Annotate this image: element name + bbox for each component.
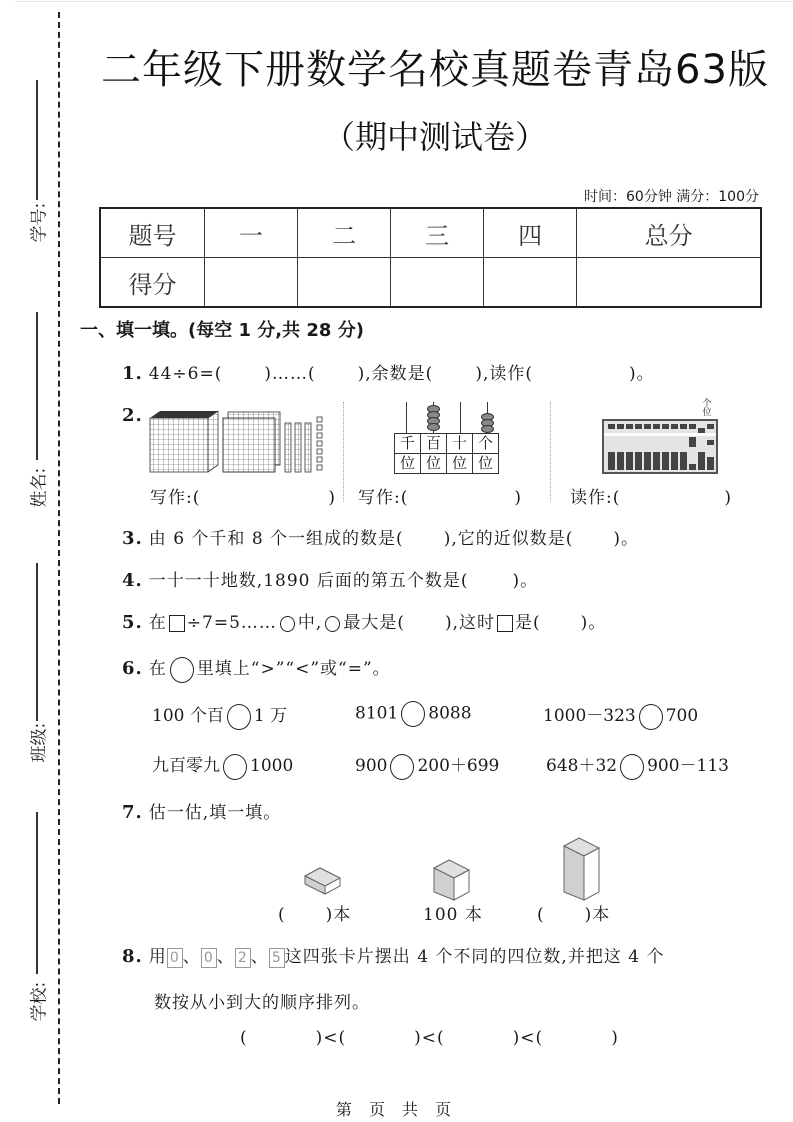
score-cell[interactable] xyxy=(391,258,484,308)
class-line xyxy=(36,563,38,721)
page-title: 二年级下册数学名校真题卷青岛63版 xyxy=(101,47,769,93)
book-stacks-figure xyxy=(300,836,610,902)
place-label: 百 xyxy=(421,434,447,454)
place-label: 个 xyxy=(473,434,499,454)
estimate-large xyxy=(537,900,610,925)
compare-circle-input[interactable] xyxy=(620,754,644,780)
compare-circle-input[interactable] xyxy=(639,704,663,730)
compare-left: 648＋32 xyxy=(546,756,618,776)
circle-icon xyxy=(170,657,194,683)
compare-right: 900－113 xyxy=(647,756,729,776)
question-7 xyxy=(122,798,281,823)
student-id-line xyxy=(36,80,38,200)
paren: )<( xyxy=(315,1028,347,1048)
bead xyxy=(427,423,440,431)
write-label: 写作:( xyxy=(358,488,409,508)
score-table-header-row xyxy=(100,208,761,258)
student-name-label: 姓名: xyxy=(29,467,50,508)
score-cell[interactable] xyxy=(298,258,391,308)
compare-item xyxy=(355,751,499,780)
school-field[interactable] xyxy=(20,812,50,1042)
score-header-cell: 二 xyxy=(298,208,391,258)
compare-left: 1000－323 xyxy=(543,706,636,726)
score-header-cell: 总分 xyxy=(577,208,761,258)
q1-text: 44÷6=( xyxy=(148,364,223,384)
place-unit: 位 xyxy=(421,454,447,474)
place-unit: 位 xyxy=(395,454,421,474)
square-box-icon xyxy=(497,615,513,632)
compare-item xyxy=(152,751,293,780)
score-row-label: 得分 xyxy=(100,258,205,308)
student-name-line xyxy=(36,312,38,460)
school-line xyxy=(36,812,38,974)
question-number: 7. xyxy=(122,802,143,823)
place-unit: 位 xyxy=(473,454,499,474)
score-cell[interactable] xyxy=(577,258,761,308)
q6-text: 里填上“>”“<”或“=”。 xyxy=(196,659,391,679)
separator: 、 xyxy=(216,947,235,967)
compare-item xyxy=(543,701,698,730)
question-3 xyxy=(122,524,639,549)
compare-circle-input[interactable] xyxy=(390,754,414,780)
rod xyxy=(460,402,461,433)
paren: )<( xyxy=(414,1028,445,1048)
page-footer: 第 页 共 页 xyxy=(335,1100,458,1119)
question-2-number xyxy=(122,405,149,426)
question-number: 1. xyxy=(122,363,143,384)
question-6 xyxy=(122,654,391,683)
base-ten-blocks-figure xyxy=(148,409,328,473)
circle-icon xyxy=(325,616,340,632)
score-table-score-row xyxy=(100,258,761,308)
read-label: 读作:( xyxy=(570,488,621,508)
question-number: 8. xyxy=(122,946,143,967)
student-name-field[interactable] xyxy=(20,312,50,512)
compare-circle-input[interactable] xyxy=(227,704,251,730)
divider-dotted xyxy=(550,402,551,502)
paren: )<( xyxy=(512,1028,544,1048)
circle-icon xyxy=(280,616,295,632)
q5-text: ÷7=5…… xyxy=(186,613,277,633)
compare-item xyxy=(355,701,472,727)
question-5 xyxy=(122,608,606,633)
q4-text: 一十一十地数,1890 后面的第五个数是( xyxy=(148,571,469,591)
score-header-cell: 三 xyxy=(391,208,484,258)
question-number: 5. xyxy=(122,612,143,633)
q5-text: 在 xyxy=(148,613,167,633)
paren: ) xyxy=(611,1028,619,1048)
school-label: 学校: xyxy=(29,981,50,1022)
q4-text: )。 xyxy=(512,571,539,591)
q6-text: 在 xyxy=(148,659,167,679)
paren-close: ) xyxy=(514,488,523,508)
question-1 xyxy=(122,359,655,384)
exam-meta: 时间：60分钟 满分：100分 xyxy=(584,189,759,205)
q2-write-1 xyxy=(150,483,336,508)
estimate-small xyxy=(278,900,351,925)
q5-text: )。 xyxy=(580,613,607,633)
binding-cut-line xyxy=(58,12,60,1104)
q1-text: )……( xyxy=(264,364,316,384)
digit-card: 5 xyxy=(269,948,285,968)
write-label: 写作:( xyxy=(150,488,201,508)
q3-text: )。 xyxy=(613,529,639,549)
estimate-reference: 100 本 xyxy=(423,905,483,925)
question-number: 2. xyxy=(122,405,143,426)
question-number: 3. xyxy=(122,528,143,549)
student-id-label: 学号: xyxy=(29,202,50,243)
bead xyxy=(481,425,494,433)
rod xyxy=(406,402,407,433)
q2-read xyxy=(570,483,732,508)
score-cell[interactable] xyxy=(484,258,577,308)
q3-text: ),它的近似数是( xyxy=(443,529,574,549)
abacus-figure xyxy=(602,419,718,474)
paren-close: )本 xyxy=(584,905,611,925)
separator: 、 xyxy=(250,947,269,967)
compare-left: 900 xyxy=(355,756,388,776)
score-table xyxy=(99,207,762,308)
compare-left: 8101 xyxy=(355,703,399,724)
compare-circle-input[interactable] xyxy=(223,754,247,780)
compare-right: 1 万 xyxy=(253,706,288,726)
square-box-icon xyxy=(169,615,185,632)
paren-close: ) xyxy=(328,488,337,508)
place-value-table xyxy=(394,433,499,474)
score-header-cell: 四 xyxy=(484,208,577,258)
compare-right: 1000 xyxy=(250,756,294,776)
compare-right: 700 xyxy=(665,706,699,726)
question-8 xyxy=(122,942,664,968)
student-id-field[interactable] xyxy=(20,80,50,280)
page-subtitle: （期中测试卷） xyxy=(322,118,547,156)
question-number: 4. xyxy=(122,570,143,591)
paren-close: ) xyxy=(724,488,733,508)
compare-left: 九百零九 xyxy=(152,756,220,776)
q5-text: ),这时 xyxy=(444,613,496,633)
compare-right: 8088 xyxy=(428,703,472,724)
place-label: 千 xyxy=(395,434,421,454)
place-unit: 位 xyxy=(447,454,473,474)
abacus-ones-label: 个位 xyxy=(702,399,712,418)
compare-left: 100 个百 xyxy=(152,706,224,726)
q1-text: )。 xyxy=(628,364,655,384)
q7-prompt: 估一估,填一填。 xyxy=(148,803,282,823)
q8-text: 用 xyxy=(148,947,167,967)
q1-text: ),读作( xyxy=(475,364,533,384)
section-heading: 一、填一填。(每空 1 分,共 28 分) xyxy=(80,320,364,341)
q3-text: 由 6 个千和 8 个一组成的数是( xyxy=(148,529,404,549)
question-4 xyxy=(122,566,538,591)
compare-right: 200＋699 xyxy=(417,756,500,776)
question-number: 6. xyxy=(122,658,143,679)
score-header-cell: 一 xyxy=(205,208,298,258)
paren-open: ( xyxy=(278,905,286,925)
paren-open: ( xyxy=(537,905,545,925)
place-label: 十 xyxy=(447,434,473,454)
divider-dotted xyxy=(343,402,344,502)
score-header-cell: 题号 xyxy=(100,208,205,258)
digit-card: 0 xyxy=(201,948,217,968)
q1-text: ),余数是( xyxy=(357,364,434,384)
ordering-answer-line xyxy=(240,1028,619,1048)
paren-close: )本 xyxy=(325,905,352,925)
paren: ( xyxy=(240,1028,248,1048)
compare-item xyxy=(546,751,729,780)
q5-text: 中, xyxy=(297,613,323,633)
digit-card: 0 xyxy=(167,948,183,968)
digit-card: 2 xyxy=(235,948,251,968)
question-8-continued: 数按从小到大的顺序排列。 xyxy=(154,993,370,1013)
compare-circle-input[interactable] xyxy=(401,701,425,727)
score-cell[interactable] xyxy=(205,258,298,308)
q5-text: 最大是( xyxy=(343,613,405,633)
class-label: 班级: xyxy=(29,722,50,763)
page-top-edge xyxy=(15,1,793,2)
separator: 、 xyxy=(182,947,201,967)
class-field[interactable] xyxy=(20,563,50,793)
q8-text: 这四张卡片摆出 4 个不同的四位数,并把这 4 个 xyxy=(284,947,665,967)
q2-write-2 xyxy=(358,483,522,508)
q5-text: 是( xyxy=(515,613,541,633)
compare-item xyxy=(152,701,287,730)
